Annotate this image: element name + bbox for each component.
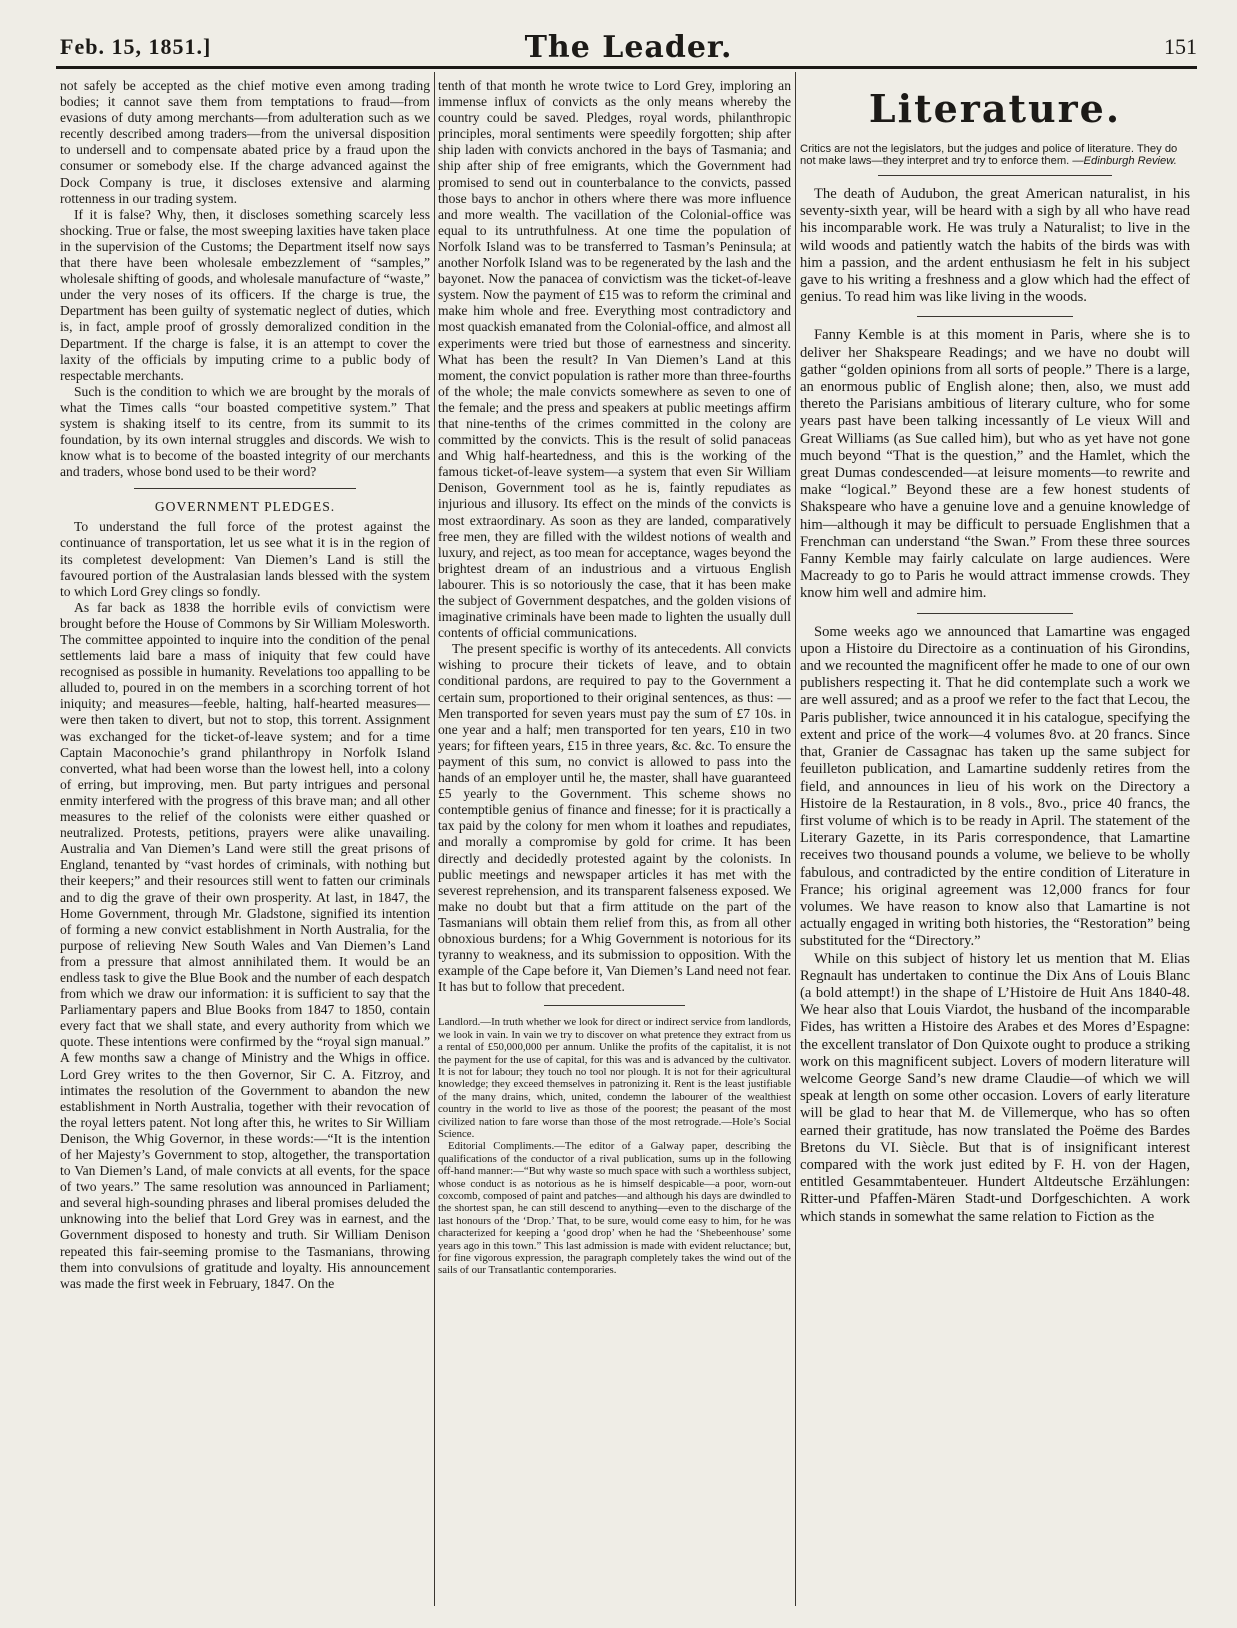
column-left (60, 78, 430, 1606)
paragraph: Such is the condition to which we are brought by the morals of what the Times calls “our boasted competitive system.” That system is shaking itself to its centre, from its summit to its foundation, by its own internal struggles and discords. We wish to know what is to become of the boasted integrity of our merchants and traders, whose bond used to be their word? (60, 383, 430, 480)
paragraph: Some weeks ago we announced that Lamartine was engaged upon a Histoire du Directoire as a continuation of his Girondins, and we recounted the magnificent offer he made to one of our own publishers respecting it. That he did contemplate such a work we are well assured; and as a proof we refer to the fact that Lecou, the Paris publisher, twice announced it in his catalogue, specifying the extent and price of the work—4 volumes 8vo. at 20 francs. Since that, Granier de Cassagnac has taken up the same subject for feuilleton publication, and Lamartine suddenly retires from the field, and announces in lieu of his work on the Directory a Histoire de la Restauration, in 8 vols., 8vo., price 40 francs, the first volume of which is to be ready in April. The statement of the Literary Gazette, in its Paris correspondence, that Lamartine receives two thousand pounds a volume, we believe to be wholly fabulous, and contradicted by the entire condition of Literature in France; his original agreement was 12,000 francs for four volumes. We have reason to know also that Lamartine is not actually engaged in writing both histories, the “Restoration” being substituted for the “Directory.” (800, 623, 1190, 950)
column-divider (434, 72, 435, 1606)
epigraph (800, 143, 1190, 167)
note-paragraph: Editorial Compliments.—The editor of a Galway paper, describing the qualifications of the conductor of a rival publication, sums up in the following off-hand manner:—“But why waste so much space with such a worthless subject, whose conduct is as notorious as he is himself despicable—a poor, worn-out coxcomb, composed of paint and patches—and although his days are dwindled to the shortest span, he can still descend to anything—even to the discharge of the last honours of the ‘Drop.’ That, to be sure, would come easy to him, for he was characterized for keeping a ‘good drop’ when he had the ‘Shebeenhouse’ some years ago in this town.” This last admission is made with evident reluctance; but, for fine vigorous expression, the paragraph completely takes the wind out of the sails of our Transatlantic contemporaries. (438, 1140, 791, 1277)
column-divider (795, 72, 796, 1606)
paragraph: tenth of that month he wrote twice to Lord Grey, imploring an immense influx of convicts as the only means whereby the country could be saved. Pledges, royal words, philanthropic principles, moral sentiments were speedily forgotten; ship after ship laden with convicts anchored in the bays of Tasmania; and ship after ship of free emigrants, which the Government had promised to send out in counterbalance to the convicts, passed those bays to anchor in others where there was more influence and more wealth. The vacillation of the Colonial-office was equal to its untruthfulness. At one time the population of Norfolk Island was to be transferred to Tasman’s Peninsula; at another Norfolk Island was to be regenerated by the lash and the bayonet. Now the panacea of convictism was the ticket-of-leave system. Now the payment of £15 was to reform the criminal and make him whole and free. Everything most contradictory and most quackish emanated from the Colonial-office, and almost all experiments were tried but those of earnestness and sincerity. What has been the result? In Van Diemen’s Land at this moment, the convict population is rather more than three-fourths of the whole; the male convicts somewhere as seven to one of the female; and the press and speakers at public meetings affirm that nine-tenths of the crimes committed in the colony are committed by the convicts. This is the result of solid panaceas and Whig half-heartedness, and this is the working of the famous ticket-of-leave system—a system that even Sir William Denison, Government tool as he is, faintly repudiates as injurious and illusory. Its effect on the minds of the convicts is most extraordinary. As soon as they are landed, comparatively free men, they are filled with the wildest notions of wealth and luxury, and reject, as too mean for acceptance, wages beyond the brightest dream of an industrious and a virtuous English labourer. This is so notoriously the case, that it has been make the subject of Government despatches, and the golden visions of imaginative criminals have been made to lighten the usually dull contents of official communications. (438, 78, 791, 641)
section-heading: GOVERNMENT PLEDGES. (154, 499, 336, 515)
paragraph: If it is false? Why, then, it discloses something scarcely less shocking. True or false, the most sweeping laxities have taken place in the supervision of the Customs; the Department itself now says that there have been wholesale embezzlement of “samples,” wholesale shifting of goods, and wholesale manufacture of “waste,” under the very noses of its officers. If the charge is true, the Department has been guilty of systematic neglect of duties, which is, in fact, ample proof of grossly demoralized condition in the Department. If the charge is false, it is an attempt to cover the laxity of the officials by imputing crime to a public body of respectable merchants. (60, 206, 430, 383)
paragraph: To understand the full force of the protest against the continuance of transportation, let us see what it is in the region of its completest development: Van Diemen’s Land is still the favoured portion of the Australasian lands blessed with the system to which Lord Grey clings so fondly. (60, 519, 430, 599)
page-number: 151 (1164, 34, 1197, 59)
column-middle (438, 78, 791, 1606)
literature-heading: Literature. (868, 86, 1122, 131)
section-divider (917, 613, 1073, 614)
header-rule (56, 66, 1197, 69)
masthead-title: The Leader. (524, 30, 733, 65)
column-right (800, 78, 1190, 1606)
paragraph: not safely be accepted as the chief motive even among trading bodies; it cannot save them from temptations to fraud—from evasions of duty among merchants—from adulteration such as we recently described among traders—from the universal disposition to undersell and to compensate abated price by a fraud upon the consumer or somebody else. If the charge advanced against the Dock Company is true, it discloses extensive and alarming rottenness in our trading system. (60, 78, 430, 206)
section-divider (917, 316, 1073, 317)
issue-date: Feb. 15, 1851.] (60, 34, 212, 59)
paragraph: While on this subject of history let us mention that M. Elias Regnault has undertaken to continue the Dix Ans of Louis Blanc (a bold attempt!) in the shape of L’Histoire de Huit Ans 1840-48. We hear also that Louis Viardot, the husband of the incomparable Fides, has written a Histoire des Arabes et des Mores d’Espagne: the excellent translator of Don Quixote ought to produce a striking work on this magnificent subject. Lovers of modern literature will welcome George Sand’s new drame Claudie—of which we will speak at length on some other occasion. Lovers of early literature will be glad to hear that M. de Villemerque, who has so often earned their gratitude, has now translated the Poëme des Bardes Bretons du VI. Siècle. But that is of insignificant interest compared with the work just edited by F. H. von der Hagen, entitled Gesammtabenteuer. Hundert Altdeutsche Erzählungen: Ritter-und Pfaffen-Mären Stadt-und Dorfgeschichten. A work which stands in somewhat the same relation to Fiction as the (800, 950, 1190, 1225)
section-divider (134, 488, 356, 489)
epigraph-text: Critics are not the legislators, but the judges and police of literature. They do not make laws—they interpret and try to enforce them. (800, 143, 1178, 167)
paragraph: The death of Audubon, the great American naturalist, in his seventy-sixth year, will be heard with a sigh by all who have read his incomparable work. He was truly a Naturalist; to live in the wild woods and patiently watch the habits of the birds was with him a passion, and the ardent enthusiasm he felt in his subject gave to his writing a freshness and a glow which had the effect of genius. To read him was like living in the woods. (800, 186, 1190, 306)
page-header (60, 32, 1197, 66)
epigraph-source: —Edinburgh Review. (1072, 155, 1177, 167)
notes-section (438, 1016, 791, 1277)
section-divider (878, 175, 1112, 176)
notes-divider (544, 1005, 685, 1006)
note-paragraph: Landlord.—In truth whether we look for direct or indirect service from landlords, we look in vain. In vain we try to discover on what pretence they extract from us a rental of £50,000,000 per annum. Unlike the profits of the capitalist, it is not the payment for the use of capital, for this was and is advanced by the cultivator. It is not for labour; they touch no tool nor plough. It is not for their agricultural knowledge; they exceed themselves in patronizing it. Rent is the least justifiable of the many drains, which, united, condemn the labourer of the wealthiest country in the world to live as those of the poorest; the peasant of the most civilized nation to fare worse than those of the most retrograde.—Hole’s Social Science. (438, 1016, 791, 1140)
paragraph: As far back as 1838 the horrible evils of convictism were brought before the House of Commons by Sir William Molesworth. The committee appointed to inquire into the condition of the penal settlements laid bare a mass of iniquity that few could have recognised as possible in humanity. Revelations too appalling to be alluded to, poured in on the members in a scorching torrent of hot iniquity; and measures—feeble, halting, half-hearted measures—were then taken to divert, but not to stop, this torrent. Assignment was exchanged for the ticket-of-leave system; and for a time Captain Maconochie’s grand philanthropy in Norfolk Island converted, what had been worse than the lowest hell, into a colony of erring, but improving, men. But party intrigues and personal enmity interfered with the progress of this brave man; and all other measures to the relief of the colonists were either quashed or neutralized. Protests, petitions, prayers were alike unavailing. Australia and Van Diemen’s Land were still the great prisons of England, tenanted by “vast hordes of criminals, with nothing but their keepers;” and their resources still went to fatten our criminals and to dig the grave of their own prosperity. At last, in 1847, the Home Government, through Mr. Gladstone, signified its intention of forming a new convict establishment in North Australia, for the purpose of relieving New South Wales and Van Diemen’s Land from a pressure that almost annihilated them. It would be an endless task to give the Blue Book and the number of each despatch from which we draw our information: it is sufficient to say that the Parliamentary papers and Blue Books from 1847 to 1850, contain every fact that we shall state, and every authority from which we quote. These intentions were confirmed by the “royal sign manual.” A few months saw a change of Ministry and the Whigs in office. Lord Grey writes to the then Governor, Sir C. A. Fitzroy, and intimates the resolution of the Government to abandon the new establishment in North Australia, together with their revocation of the royal letters patent. Not long after this, he writes to Sir William Denison, the Whig Governor, in these words:—“It is the intention of her Majesty’s Government to stop, altogether, the transportation to Van Diemen’s Land, of male convicts at all events, for the space of two years.” The same resolution was announced in Parliament; and several high-sounding phrases and liberal promises deluded the unknowing into the belief that Lord Grey was in earnest, and the Government disposed to honesty and truth. Sir William Denison repeated this fair-seeming promise to the Tasmanians, throwing them into convulsions of gratitude and loyalty. His announcement was made the first week in February, 1847. On the (60, 599, 430, 1291)
paragraph: The present specific is worthy of its antecedents. All convicts wishing to procure their tickets of leave, and to obtain conditional pardons, are required to pay to the Government a certain sum, proportioned to their original sentences, as thus: —Men transported for seven years must pay the sum of £7 10s. in one year and a half; men transported for ten years, £10 in two years; for fifteen years, £15 in three years, &c. &c. To ensure the payment of this sum, no convict is allowed to pass into the hands of an employer until he, the master, shall have guaranteed £5 yearly to the Government. This scheme shows no contemptible genius of finance and finesse; for it is practically a tax paid by the colony for men whom it loathes and repudiates, and morally a compromise by gold for crime. It has been directly and decidedly protested againt by the colonists. In public meetings and newspaper articles it has met with the severest reprehension, and its transparent falseness exposed. We make no doubt but that a firm attitude on the part of the Tasmanians will obtain them relief from this, as from all other obnoxious burdens; for a Whig Government is notorious for its tyranny to weakness, and its submission to opposition. With the example of the Cape before it, Van Diemen’s Land need not fear. It has but to follow that precedent. (438, 641, 791, 995)
paragraph: Fanny Kemble is at this moment in Paris, where she is to deliver her Shakspeare Readings; and we have no doubt will gather “golden opinions from all sorts of people.” There is a large, an enormous public of English alone; then, also, we must add thereto the Parisians ambitious of literary culture, who for some years past have been talking incessantly of Le vieux Will and Great Williams (as Sue called him), but who as yet have not gone much beyond “That is the question,” and the Hamlet, which the great Dumas condescended—at leisure moments—to rewrite and make “logical.” Beyond these are a few honest students of Shakspeare who have a genuine love and a genuine knowledge of him—although it may be difficult to persuade Englishmen that a Frenchman can understand “the Swan.” From these three sources Fanny Kemble may fairly calculate on large audiences. Were Macready to go to Paris he would attract immense crowds. They know him well and admire him. (800, 327, 1190, 602)
